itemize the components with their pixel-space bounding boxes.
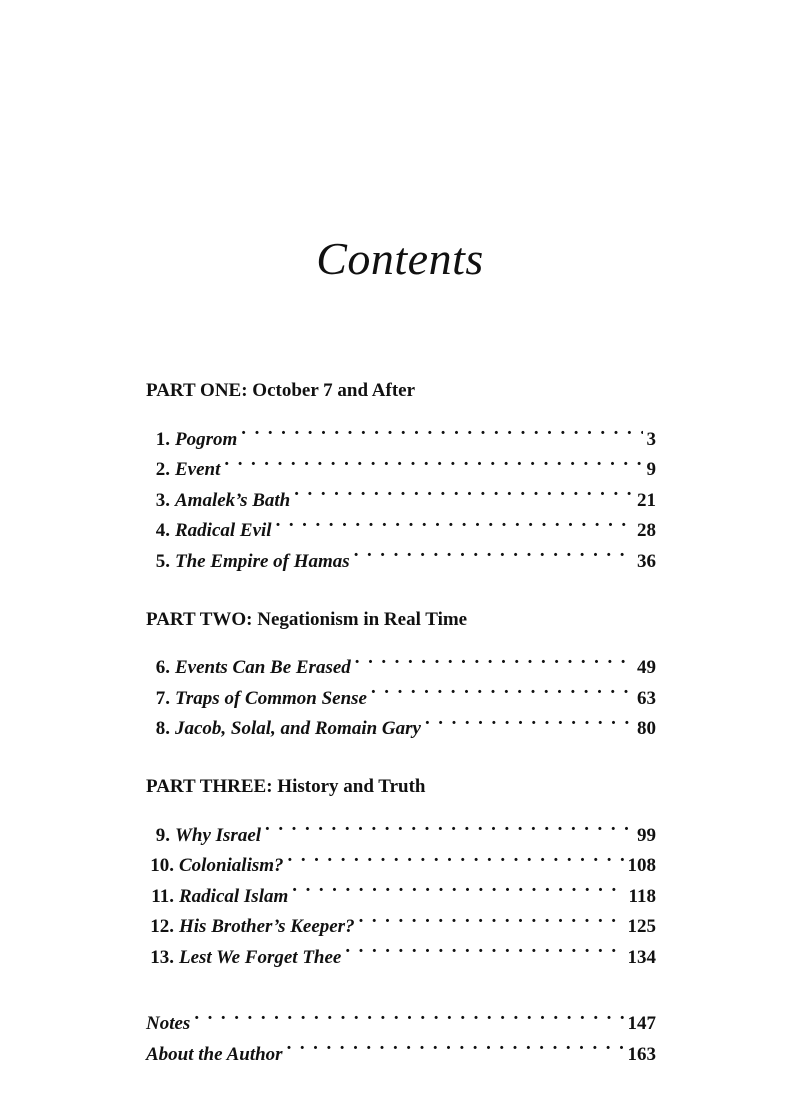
page-number: 80 [633, 714, 656, 745]
page-number: 36 [633, 547, 656, 578]
chapter-title: The Empire of Hamas [175, 550, 350, 572]
page-number: 63 [633, 684, 656, 715]
page-number: 3 [643, 425, 657, 456]
section-title: Notes [146, 1013, 191, 1034]
chapter-title: Radical Islam [179, 885, 289, 907]
chapter-title: Lest We Forget Thee [179, 946, 342, 968]
page-number: 28 [633, 516, 656, 547]
chapter-title: Traps of Common Sense [175, 687, 367, 709]
chapter-title: Pogrom [175, 428, 238, 450]
chapter-number: 4. [155, 520, 170, 541]
dot-leader [355, 643, 633, 674]
toc-entry [146, 643, 656, 678]
dot-leader [371, 673, 633, 704]
section-title: About the Author [146, 1043, 283, 1065]
chapter-title: Why Israel [175, 824, 262, 846]
chapter-number: 5. [155, 550, 170, 572]
chapter-number: 12. [150, 916, 174, 937]
dot-leader [345, 932, 623, 963]
chapter-title: His Brother’s Keeper? [179, 916, 355, 937]
page-number: 9 [643, 455, 657, 486]
part-two [146, 607, 656, 739]
dot-leader [354, 536, 633, 567]
dot-leader [265, 810, 633, 841]
dot-leader [287, 1029, 624, 1060]
part-heading: PART ONE: October 7 and After [146, 380, 416, 401]
page-number: 147 [624, 1009, 657, 1040]
part-heading: PART TWO: Negationism in Real Time [146, 608, 468, 630]
chapter-title: Events Can Be Erased [175, 657, 351, 678]
dot-leader [425, 704, 633, 735]
dot-leader [276, 506, 633, 537]
part-heading: PART THREE: History and Truth [146, 776, 426, 797]
chapter-number: 8. [155, 718, 170, 739]
dot-leader [359, 902, 624, 933]
dot-leader [294, 475, 633, 506]
dot-leader [241, 414, 642, 445]
page-number: 118 [625, 882, 656, 913]
dot-leader [292, 871, 624, 902]
page-number: 134 [624, 943, 657, 974]
page-number: 108 [624, 851, 657, 882]
chapter-title: Jacob, Solal, and Romain Gary [175, 718, 421, 739]
part-three [146, 774, 656, 968]
page-number: 163 [624, 1040, 657, 1071]
chapter-title: Amalek’s Bath [175, 489, 291, 511]
chapter-number: 1. [155, 428, 170, 450]
chapter-number: 6. [155, 657, 170, 678]
chapter-title: Colonialism? [179, 855, 284, 876]
chapter-number: 9. [155, 824, 170, 846]
page-number: 125 [624, 912, 657, 943]
toc-entry [146, 999, 656, 1034]
toc-entry [146, 414, 656, 450]
dot-leader [288, 841, 624, 872]
part-one [146, 378, 656, 572]
chapter-number: 11. [151, 885, 174, 907]
chapter-number: 7. [155, 687, 170, 709]
chapter-number: 10. [150, 855, 174, 876]
page-number: 99 [633, 821, 656, 852]
toc-entry [146, 1029, 656, 1065]
dot-leader [194, 999, 623, 1030]
table-of-contents [146, 378, 656, 1065]
back-matter [146, 999, 656, 1065]
page-number: 49 [633, 653, 656, 684]
dot-leader [224, 445, 642, 476]
page-title: Contents [316, 233, 484, 284]
toc-entry [146, 810, 656, 846]
chapter-number: 2. [155, 459, 170, 480]
chapter-title: Event [175, 459, 221, 480]
page-number: 21 [633, 486, 656, 517]
chapter-number: 13. [150, 946, 174, 968]
chapter-title: Radical Evil [175, 520, 272, 541]
chapter-number: 3. [155, 489, 170, 511]
